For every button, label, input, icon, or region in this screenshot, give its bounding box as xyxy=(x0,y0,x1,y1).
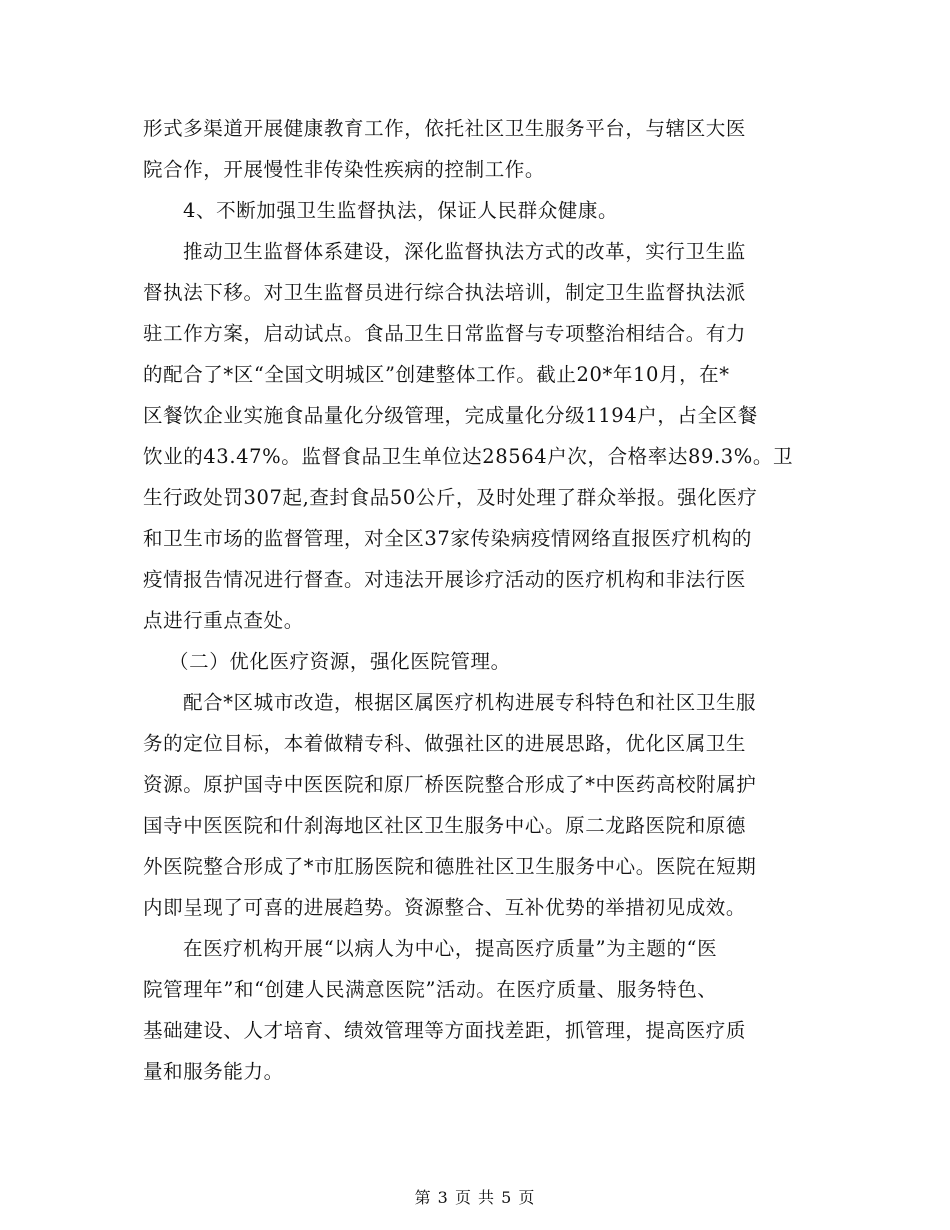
text-line: 外医院整合形成了*市肛肠医院和德胜社区卫生服务中心。医院在短期 xyxy=(143,855,757,878)
text-line: 资源。原护国寺中医医院和原厂桥医院整合形成了*中医药高校附属护 xyxy=(143,773,757,796)
text-line: 院合作，开展慢性非传染性疾病的控制工作。 xyxy=(143,158,546,181)
text-line: 督执法下移。对卫生监督员进行综合执法培训，制定卫生监督执法派 xyxy=(143,281,747,304)
text-line: 疫情报告情况进行督查。对违法开展诊疗活动的医疗机构和非法行医 xyxy=(143,568,747,591)
text-line: 驻工作方案，启动试点。食品卫生日常监督与专项整治相结合。有力 xyxy=(143,322,747,345)
text-line: 务的定位目标，本着做精专科、做强社区的进展思路，优化区属卫生 xyxy=(143,732,747,755)
text-line: 在医疗机构开展“以病人为中心，提高医疗质量”为主题的“医 xyxy=(183,937,718,960)
text-line: 推动卫生监督体系建设，深化监督执法方式的改革，实行卫生监 xyxy=(183,240,746,263)
text-line: 点进行重点查处。 xyxy=(143,609,304,632)
text-line: 饮业的43.47%。监督食品卫生单位达28564户次，合格率达89.3%。卫 xyxy=(143,445,794,468)
section-heading: 4、不断加强卫生监督执法，保证人民群众健康。 xyxy=(183,199,619,222)
text-line: 配合*区城市改造，根据区属医疗机构进展专科特色和社区卫生服 xyxy=(183,691,757,714)
text-line: 量和服务能力。 xyxy=(143,1060,284,1083)
section-heading: （二）优化医疗资源，强化医院管理。 xyxy=(169,650,511,673)
document-body xyxy=(143,108,807,1092)
text-line: 的配合了*区“全国文明城区”创建整体工作。截止20*年10月，在* xyxy=(143,363,730,386)
text-line: 形式多渠道开展健康教育工作，依托社区卫生服务平台，与辖区大医 xyxy=(143,117,747,140)
text-line: 内即呈现了可喜的进展趋势。资源整合、互补优势的举措初见成效。 xyxy=(143,896,747,919)
text-line: 和卫生市场的监督管理，对全区37家传染病疫情网络直报医疗机构的 xyxy=(143,527,752,550)
page-number-footer: 第 3 页 共 5 页 xyxy=(414,1188,536,1207)
text-line: 国寺中医医院和什刹海地区社区卫生服务中心。原二龙路医院和原德 xyxy=(143,814,747,837)
text-line: 生行政处罚307起,查封食品50公斤，及时处理了群众举报。强化医疗 xyxy=(143,486,758,509)
text-line: 院管理年”和“创建人民满意医院”活动。在医疗质量、服务特色、 xyxy=(143,978,718,1001)
text-line: 基础建设、人才培育、绩效管理等方面找差距，抓管理，提高医疗质 xyxy=(143,1019,747,1042)
text-line: 区餐饮企业实施食品量化分级管理，完成量化分级1194户，占全区餐 xyxy=(143,404,758,427)
